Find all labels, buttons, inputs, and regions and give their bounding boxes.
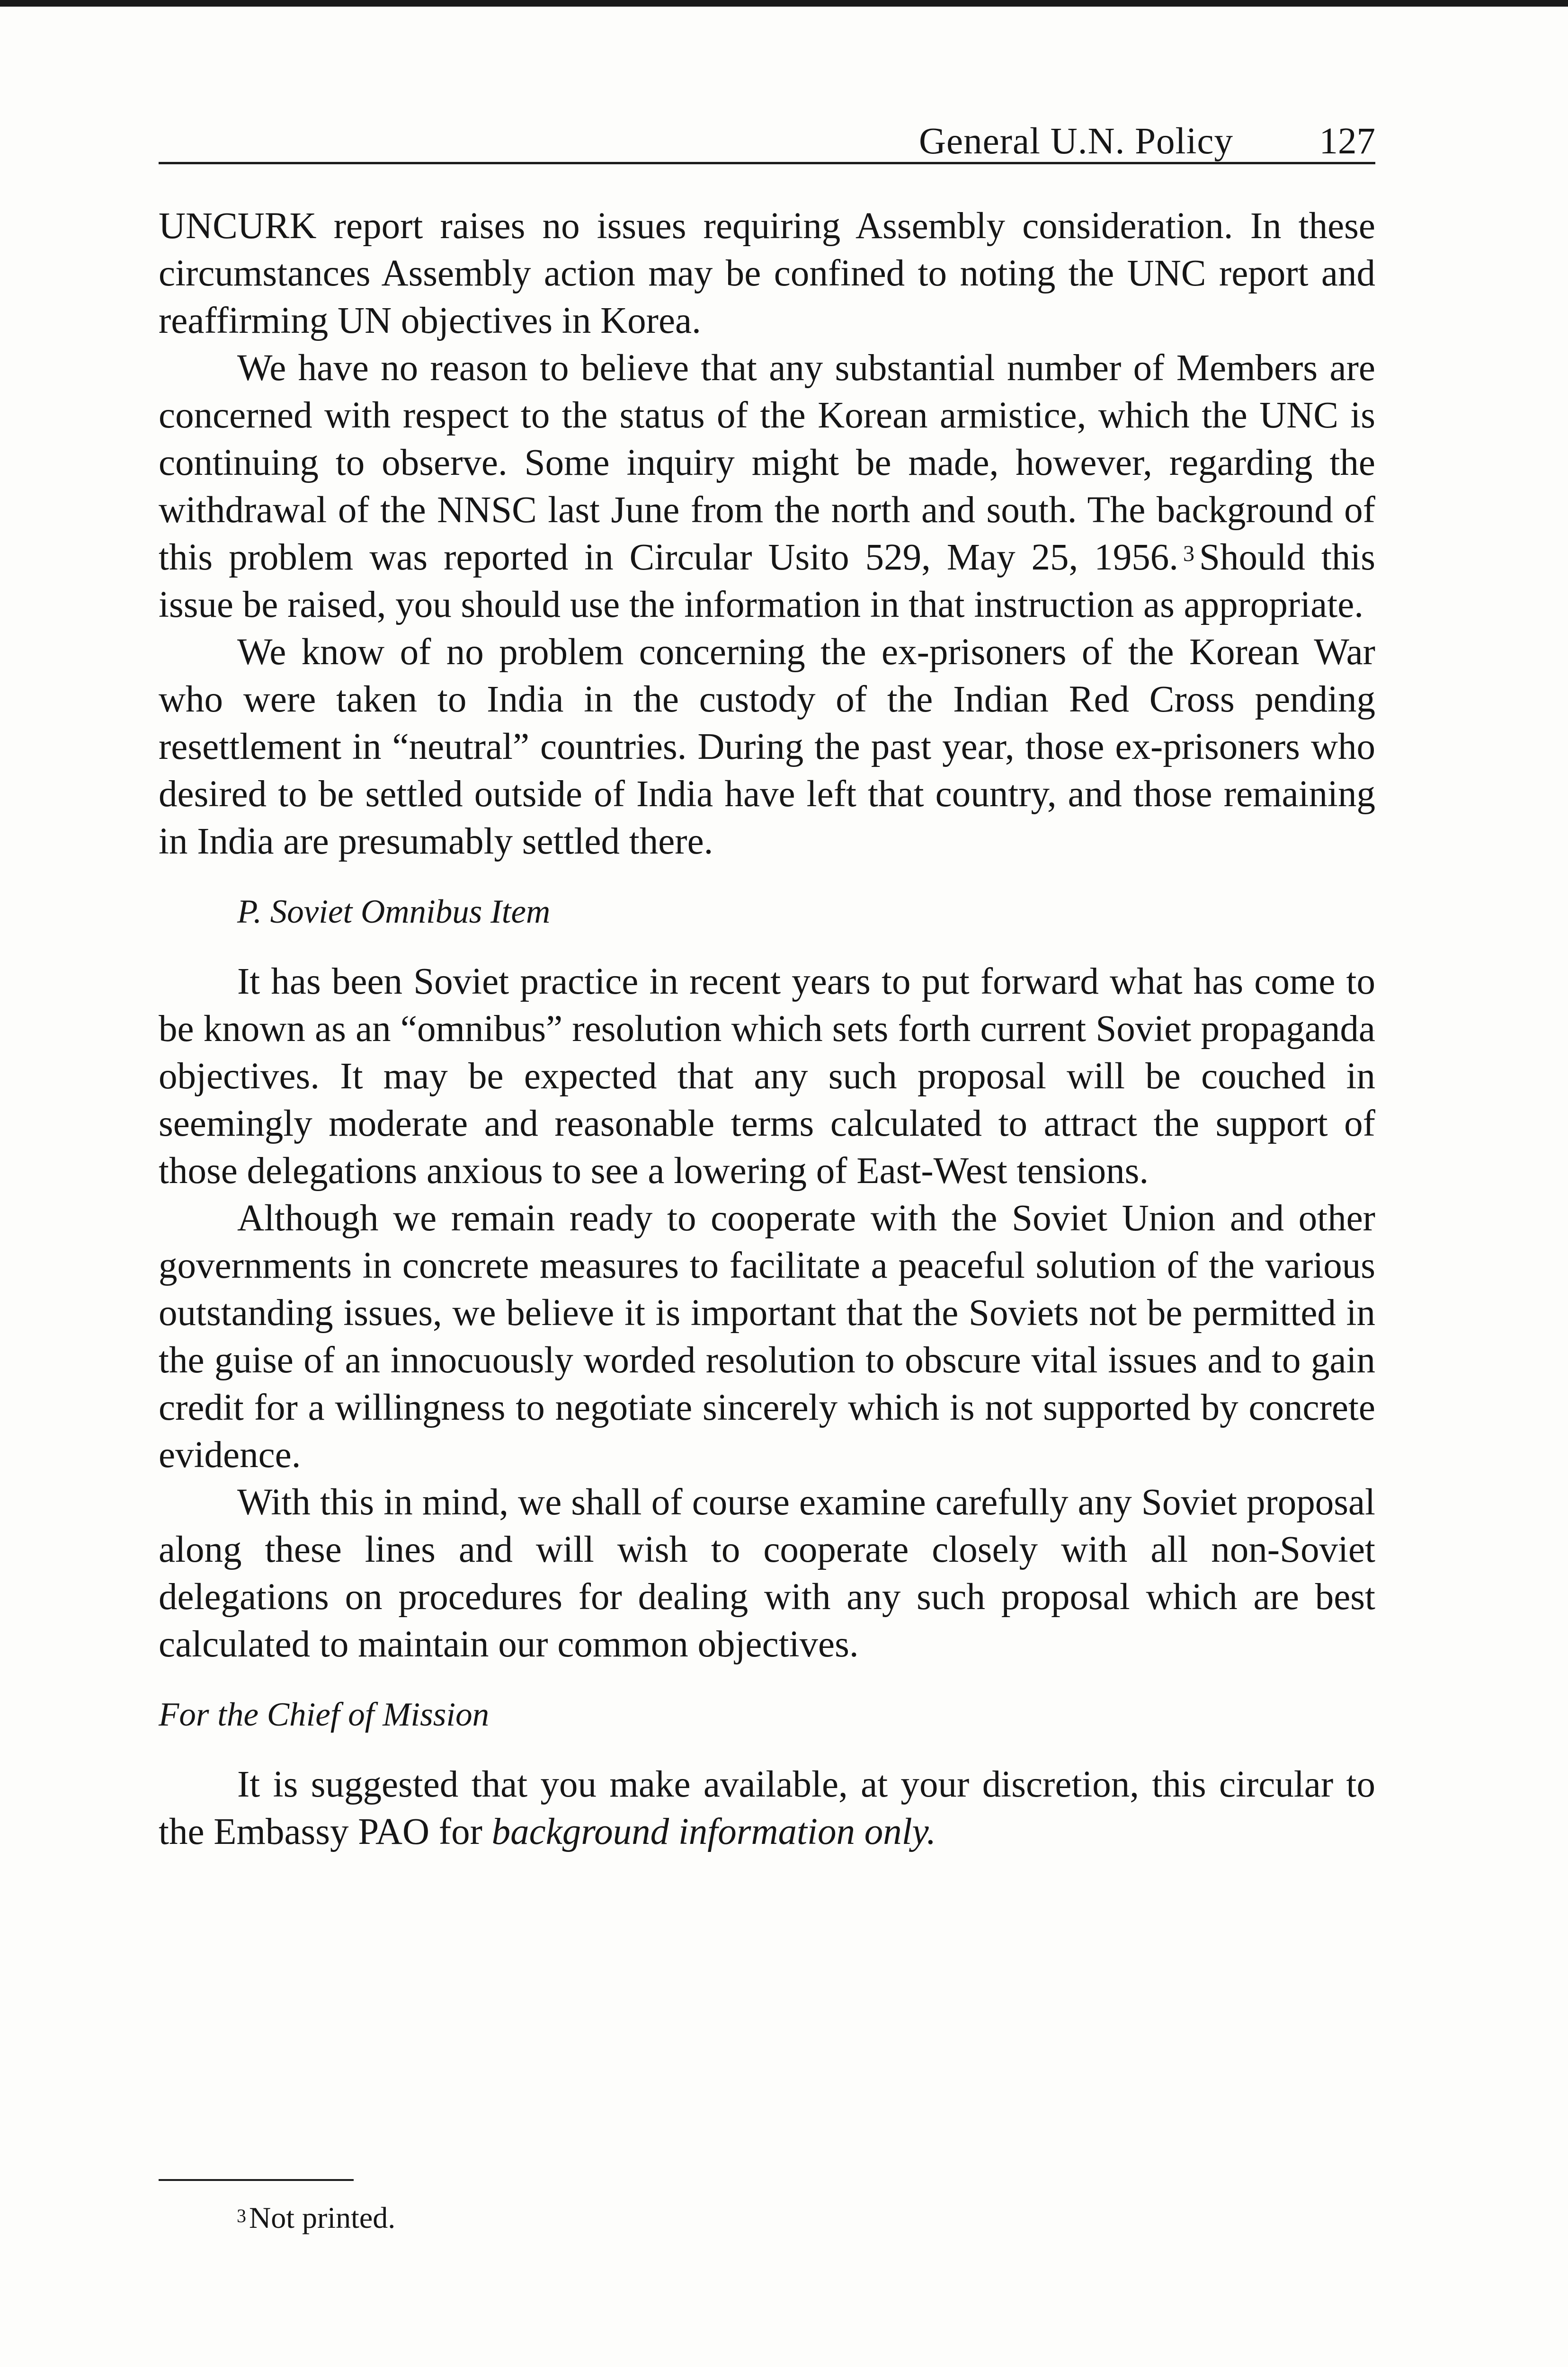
footnote: [237, 2197, 395, 2239]
page-number: 127: [1319, 121, 1375, 162]
footnote-divider: [159, 2179, 354, 2181]
section-heading-chief-of-mission: For the Chief of Mission: [159, 1696, 490, 1733]
paragraph-cooperation: Although we remain ready to cooperate with the Soviet Union and other governments in concrete measures to facilitate a peaceful solution of the various outstanding issues, we believe it is important that the Soviets not be permitted in the guise of an innocuously worded resolution to obscure vital issues and to gain credit for a willingness to negotiate sincerely which is not supported by concrete evidence.: [159, 1198, 1375, 1476]
paragraph-embassy-pao-italic: background information only.: [491, 1811, 936, 1852]
running-header: [159, 110, 1375, 164]
paragraph-uncurk: UNCURK report raises no issues requiring Assembly consideration. In these circumstances Assembly action may be confined to noting the UNC report and reaffirming UN objectives in Korea.: [159, 205, 1375, 341]
paragraph-armistice-text-cont: Should this issue be raised, you should use the information in that instruction as appropriate.: [159, 537, 1375, 625]
footnote-text: Not printed.: [249, 2201, 396, 2234]
paragraph-examine-proposal: With this in mind, we shall of course examine carefully any Soviet proposal along these lines and will wish to cooperate closely with all non-Soviet delegations on procedures for dealing with any such proposal which are best calculated to maintain our common objectives.: [159, 1482, 1375, 1665]
paragraph-embassy-pao-text: It is suggested that you make available, at your discretion, this circular to the Embassy PAO for: [159, 1764, 1375, 1852]
body-text: [159, 203, 1375, 1856]
running-title: General U.N. Policy: [919, 121, 1233, 162]
footnote-marker: 3: [237, 2205, 246, 2226]
section-heading-soviet-omnibus: P. Soviet Omnibus Item: [237, 893, 551, 930]
paragraph-embassy-pao: [159, 1761, 1375, 1856]
paragraph-soviet-practice: It has been Soviet practice in recent years to put forward what has come to be known as an “omnibus” resolution which sets forth current Soviet propaganda objectives. It may be expected that any such proposal will be couched in seemingly moderate and reasonable terms calculated to attract the support of those delegations anxious to see a lowering of East-West tensions.: [159, 961, 1375, 1192]
top-edge-rule: [0, 0, 1568, 7]
paragraph-ex-prisoners: We know of no problem concerning the ex-prisoners of the Korean War who were taken to India in the custody of the Indian Red Cross pending resettlement in “neutral” countries. During the past year, those ex-prisoners who desired to be settled outside of India have left that country, and those remaining in India are presumably settled there.: [159, 632, 1375, 862]
paragraph-armistice: [159, 345, 1375, 629]
paragraph-armistice-text: We have no reason to believe that any substantial number of Members are concerned with respect to the status of the Korean armistice, which the UNC is continuing to observe. Some inquiry might be made, however, regarding the withdrawal of the NNSC last June from the north and south. The background of this problem was reported in Circular Usito 529, May 25, 1956.: [159, 347, 1375, 578]
footnote-reference: 3: [1183, 541, 1195, 566]
